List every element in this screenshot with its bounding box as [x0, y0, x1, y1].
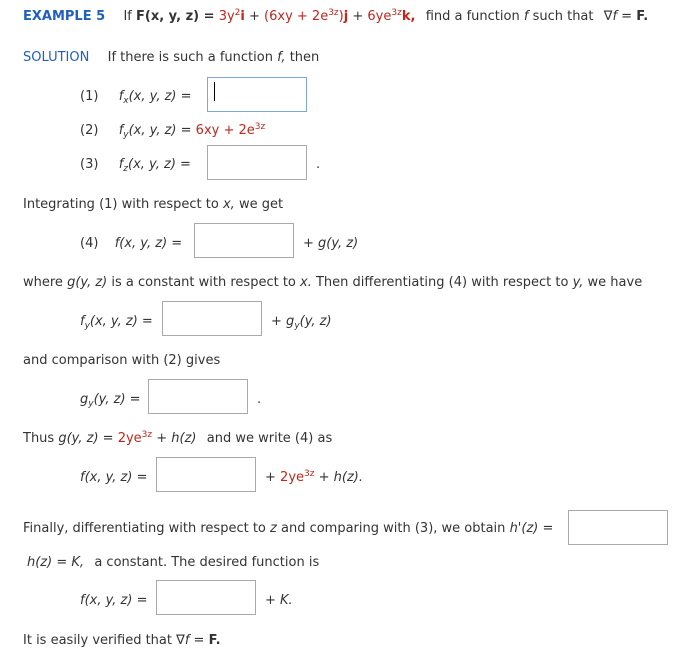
f-line-2-tail: + $2ye^{3z} + h(z)$. — [265, 469, 363, 485]
verified-text: It is easily verified that ∇f = F. — [23, 633, 221, 648]
if-word: If — [123, 9, 132, 24]
f-partial-input[interactable] — [156, 457, 256, 492]
f-line-3: f(x, y, z) = — [80, 593, 148, 608]
f-integral-input[interactable] — [194, 223, 294, 258]
f-line-3-tail: + K. — [265, 593, 293, 608]
integrating-text: Integrating (1) with respect to x, we get — [23, 197, 284, 212]
hprime-answer-input[interactable] — [568, 510, 668, 545]
finally-text: Finally, differentiating with respect to z and comparing with (3), we obtain h'(z) = — [23, 521, 554, 536]
fy-tail: + $g_y(y$, z) — [271, 314, 332, 331]
i-component: $3y^2i$ — [218, 8, 245, 24]
equation-1: (1) $f_x(x$, y, z) = — [80, 89, 192, 106]
gradient-expression: ∇f = — [603, 9, 633, 24]
fy-line: $f_y(x$, y, z) = — [80, 314, 153, 331]
equation-4: (4) f(x, y, z) = — [80, 236, 183, 251]
where-text: where g(y, z) is a constant with respect to x. Then differentiating (4) with respect to y, we have — [23, 275, 643, 290]
gy-answer-input[interactable] — [148, 379, 248, 414]
solution-intro: SOLUTION If there is such a function f, then — [23, 50, 320, 65]
fx-answer-input[interactable] — [207, 77, 307, 112]
solution-label: SOLUTION — [23, 50, 90, 65]
eq4-tail: + g(y, z) — [303, 236, 359, 251]
text-caret — [214, 82, 215, 101]
f-final-input[interactable] — [156, 580, 256, 615]
comparison-text: and comparison with (2) gives — [23, 353, 221, 368]
hz-text: h(z) = K, a constant. The desired function is — [27, 555, 320, 570]
example-label: EXAMPLE 5 — [23, 9, 106, 24]
equation-3: (3) $f_z(x$, y, z) = — [80, 157, 191, 174]
problem-statement: EXAMPLE 5 If F(x, y, $z) = 3y^2i + (6xy + 2e^{3z})j + 6ye^{3z}k$, find a function f such that ∇f = F. — [23, 8, 649, 24]
fz-answer-input[interactable] — [207, 145, 307, 180]
thus-text: Thus g(y, $z) = 2ye^{3z} + h(z)$ and we write (4) as — [23, 430, 333, 446]
k-component: $6ye^{3z}k$, — [367, 8, 416, 24]
find-text: find a function — [425, 9, 520, 24]
j-component: $(6xy + 2e^{3z})j$ — [264, 8, 349, 24]
f-line-2: f(x, y, z) = — [80, 470, 148, 485]
gy-line: $g_y(y$, z) = — [80, 392, 141, 409]
eq3-period: . — [316, 157, 321, 172]
gy-period: . — [257, 392, 262, 407]
fy-answer-input[interactable] — [162, 301, 262, 336]
equation-2: (2) $f_y(x$, y, $z) = 6xy + 2e^{3z}$ — [80, 122, 266, 140]
F-definition: F(x, y, z) = — [136, 9, 215, 24]
